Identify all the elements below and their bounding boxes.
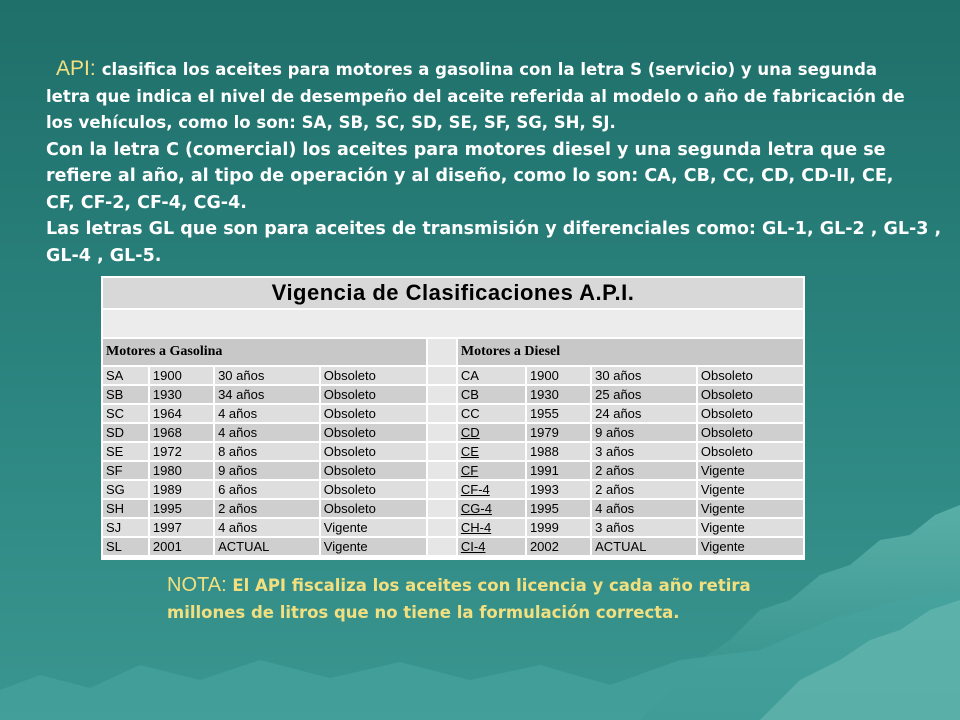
diesel-section-header: Motores a Diesel — [458, 339, 803, 365]
diesel-year-cell: 1999 — [527, 519, 590, 536]
column-separator — [428, 443, 456, 460]
gasoline-code-cell: SJ — [103, 519, 148, 536]
diesel-code-cell: CC — [458, 405, 525, 422]
table-title: Vigencia de Clasificaciones A.P.I. — [103, 278, 803, 308]
column-separator — [428, 405, 456, 422]
gasoline-code-cell: SC — [103, 405, 148, 422]
gasoline-section-header: Motores a Gasolina — [103, 339, 426, 365]
diesel-code-cell[interactable]: CF-4 — [458, 481, 525, 498]
diesel-status-cell: Vigente — [698, 538, 803, 555]
diesel-status-cell: Obsoleto — [698, 386, 803, 403]
column-separator — [428, 538, 456, 555]
table-row — [103, 424, 803, 441]
column-separator — [428, 462, 456, 479]
table-row — [103, 500, 803, 517]
diesel-duration-cell: 3 años — [592, 443, 696, 460]
gasoline-status-cell: Obsoleto — [321, 462, 426, 479]
table-row — [103, 386, 803, 403]
diesel-code-cell[interactable]: CF — [458, 462, 525, 479]
diesel-status-cell: Obsoleto — [698, 424, 803, 441]
api-paragraph — [46, 56, 916, 137]
diesel-status-cell: Obsoleto — [698, 405, 803, 422]
gasoline-status-cell: Obsoleto — [321, 367, 426, 384]
column-separator — [428, 424, 456, 441]
api-label: API: — [56, 57, 96, 80]
table-row — [103, 405, 803, 422]
gasoline-duration-cell: 8 años — [215, 443, 319, 460]
note-text: El API fiscaliza los aceites con licencia y cada año retira millones de litros que no tiene la formulación correcta. — [167, 576, 751, 622]
gasoline-status-cell: Obsoleto — [321, 386, 426, 403]
diesel-code-cell[interactable]: CD — [458, 424, 525, 441]
column-separator — [428, 339, 456, 365]
gasoline-duration-cell: 9 años — [215, 462, 319, 479]
gasoline-duration-cell: 2 años — [215, 500, 319, 517]
gasoline-year-cell: 2001 — [150, 538, 213, 555]
column-separator — [428, 367, 456, 384]
diesel-status-cell: Vigente — [698, 481, 803, 498]
diesel-duration-cell: 3 años — [592, 519, 696, 536]
diesel-duration-cell: 9 años — [592, 424, 696, 441]
gasoline-year-cell: 1989 — [150, 481, 213, 498]
gasoline-code-cell: SG — [103, 481, 148, 498]
api-description: clasifica los aceites para motores a gasolina con la letra S (servicio) y una segunda letra que indica el nivel de desempeño del aceite referida al modelo o año de fabricación de los vehículos, como lo son: SA, SB, SC, SD, SE, SF, SG, SH, SJ. — [46, 60, 905, 132]
gl-paragraph-line2: GL-4 , GL-5. — [46, 245, 162, 266]
diesel-code-cell: CB — [458, 386, 525, 403]
gasoline-duration-cell: 30 años — [215, 367, 319, 384]
table-row — [103, 481, 803, 498]
table-row — [103, 538, 803, 555]
gasoline-duration-cell: 4 años — [215, 424, 319, 441]
gasoline-status-cell: Obsoleto — [321, 405, 426, 422]
gasoline-year-cell: 1995 — [150, 500, 213, 517]
diesel-code-cell[interactable]: CH-4 — [458, 519, 525, 536]
diesel-year-cell: 1993 — [527, 481, 590, 498]
diesel-year-cell: 2002 — [527, 538, 590, 555]
gasoline-duration-cell: ACTUAL — [215, 538, 319, 555]
diesel-duration-cell: 2 años — [592, 481, 696, 498]
gasoline-duration-cell: 6 años — [215, 481, 319, 498]
gasoline-code-cell: SF — [103, 462, 148, 479]
table-row — [103, 462, 803, 479]
diesel-year-cell: 1979 — [527, 424, 590, 441]
gasoline-status-cell: Obsoleto — [321, 443, 426, 460]
note-label: NOTA: — [167, 574, 227, 596]
api-classification-table — [101, 276, 805, 557]
diesel-year-cell: 1900 — [527, 367, 590, 384]
diesel-year-cell: 1955 — [527, 405, 590, 422]
diesel-year-cell: 1991 — [527, 462, 590, 479]
gl-paragraph-line1: Las letras GL que son para aceites de transmisión y diferenciales como: GL-1, GL-2 , GL-3 , — [46, 219, 942, 239]
diesel-status-cell: Obsoleto — [698, 443, 803, 460]
gasoline-code-cell: SD — [103, 424, 148, 441]
gasoline-year-cell: 1972 — [150, 443, 213, 460]
diesel-status-cell: Obsoleto — [698, 367, 803, 384]
diesel-duration-cell: 24 años — [592, 405, 696, 422]
gasoline-duration-cell: 4 años — [215, 519, 319, 536]
diesel-year-cell: 1988 — [527, 443, 590, 460]
diesel-code-cell[interactable]: CG-4 — [458, 500, 525, 517]
gasoline-status-cell: Obsoleto — [321, 481, 426, 498]
column-separator — [428, 519, 456, 536]
diesel-year-cell: 1930 — [527, 386, 590, 403]
diesel-code-cell[interactable]: CE — [458, 443, 525, 460]
gasoline-duration-cell: 4 años — [215, 405, 319, 422]
note-block — [167, 572, 767, 626]
diesel-duration-cell: 25 años — [592, 386, 696, 403]
diesel-status-cell: Vigente — [698, 519, 803, 536]
gasoline-status-cell: Vigente — [321, 519, 426, 536]
diesel-duration-cell: 4 años — [592, 500, 696, 517]
diesel-duration-cell: ACTUAL — [592, 538, 696, 555]
gasoline-year-cell: 1930 — [150, 386, 213, 403]
gasoline-year-cell: 1964 — [150, 405, 213, 422]
diesel-duration-cell: 2 años — [592, 462, 696, 479]
diesel-code-cell: CA — [458, 367, 525, 384]
table-row — [103, 443, 803, 460]
gasoline-code-cell: SL — [103, 538, 148, 555]
gasoline-duration-cell: 34 años — [215, 386, 319, 403]
api-classification-table-image — [101, 276, 805, 560]
table-row — [103, 519, 803, 536]
diesel-duration-cell: 30 años — [592, 367, 696, 384]
table-blank-row — [103, 310, 803, 337]
table-row — [103, 367, 803, 384]
gasoline-code-cell: SH — [103, 500, 148, 517]
column-separator — [428, 386, 456, 403]
diesel-code-cell[interactable]: CI-4 — [458, 538, 525, 555]
diesel-status-cell: Vigente — [698, 462, 803, 479]
column-separator — [428, 481, 456, 498]
gasoline-code-cell: SE — [103, 443, 148, 460]
gasoline-code-cell: SB — [103, 386, 148, 403]
gasoline-year-cell: 1968 — [150, 424, 213, 441]
column-separator — [428, 500, 456, 517]
gasoline-status-cell: Obsoleto — [321, 424, 426, 441]
gasoline-year-cell: 1997 — [150, 519, 213, 536]
diesel-year-cell: 1995 — [527, 500, 590, 517]
intro-text-block — [46, 56, 942, 269]
gasoline-status-cell: Obsoleto — [321, 500, 426, 517]
gasoline-year-cell: 1900 — [150, 367, 213, 384]
gasoline-status-cell: Vigente — [321, 538, 426, 555]
diesel-paragraph: Con la letra C (comercial) los aceites para motores diesel y una segunda letra que se refiere al año, al tipo de operación y al diseño, como lo son: CA, CB, CC, CD, CD-II, CE, CF, CF-2, CF-4, CG-4. — [46, 139, 894, 213]
gasoline-year-cell: 1980 — [150, 462, 213, 479]
diesel-status-cell: Vigente — [698, 500, 803, 517]
gasoline-code-cell: SA — [103, 367, 148, 384]
